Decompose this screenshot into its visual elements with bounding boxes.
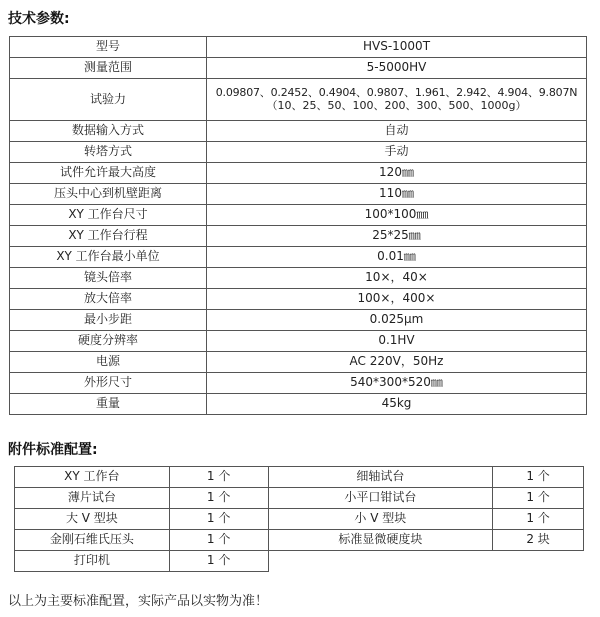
table-row — [10, 352, 587, 373]
table-row — [10, 247, 587, 268]
table-row — [10, 310, 587, 331]
spec-value: 0.01㎜ — [207, 247, 587, 268]
table-row — [10, 37, 587, 58]
spec-label: XY 工作台最小单位 — [10, 247, 207, 268]
spec-label: 数据输入方式 — [10, 121, 207, 142]
spec-label: 最小步距 — [10, 310, 207, 331]
table-row — [10, 163, 587, 184]
accessory-name: 金刚石维氏压头 — [15, 530, 170, 551]
table-row — [10, 331, 587, 352]
spec-label: 测量范围 — [10, 58, 207, 79]
accessory-name: 细轴试台 — [268, 467, 493, 488]
table-row — [10, 121, 587, 142]
spec-value: AC 220V，50Hz — [207, 352, 587, 373]
accessory-name: 薄片试台 — [15, 488, 170, 509]
accessory-name — [268, 551, 493, 572]
accessories-heading: 附件标准配置: — [8, 442, 98, 458]
spec-value: 100×，400× — [207, 289, 587, 310]
accessory-name: 小平口钳试台 — [268, 488, 493, 509]
spec-label: XY 工作台尺寸 — [10, 205, 207, 226]
table-row — [10, 289, 587, 310]
footnote: 以上为主要标准配置，实际产品以实物为准！ — [8, 594, 269, 609]
spec-label: 压头中心到机壁距离 — [10, 184, 207, 205]
table-row — [10, 142, 587, 163]
table-row — [10, 373, 587, 394]
spec-label: 外形尺寸 — [10, 373, 207, 394]
spec-value: 自动 — [207, 121, 587, 142]
spec-value: 0.1HV — [207, 331, 587, 352]
accessory-qty: 1 个 — [169, 551, 268, 572]
spec-label: 试件允许最大高度 — [10, 163, 207, 184]
table-row — [10, 226, 587, 247]
spec-label: 转塔方式 — [10, 142, 207, 163]
tech-params-heading: 技术参数: — [8, 11, 70, 27]
table-row — [10, 205, 587, 226]
spec-label: 镜头倍率 — [10, 268, 207, 289]
spec-value-line: 0.09807、0.2452、0.4904、0.9807、1.961、2.942、4.904、9.807N — [215, 85, 578, 99]
spec-value: 110㎜ — [207, 184, 587, 205]
spec-label: 硬度分辨率 — [10, 331, 207, 352]
table-row — [10, 58, 587, 79]
accessory-name: XY 工作台 — [15, 467, 170, 488]
table-row — [15, 488, 584, 509]
spec-label: 放大倍率 — [10, 289, 207, 310]
spec-value: HVS-1000T — [207, 37, 587, 58]
accessory-qty: 1 个 — [169, 530, 268, 551]
accessory-qty: 1 个 — [169, 509, 268, 530]
spec-label: 电源 — [10, 352, 207, 373]
spec-label: 型号 — [10, 37, 207, 58]
spec-value: 10×，40× — [207, 268, 587, 289]
spec-value: 540*300*520㎜ — [207, 373, 587, 394]
accessory-name: 大 V 型块 — [15, 509, 170, 530]
accessory-qty: 2 块 — [493, 530, 584, 551]
spec-value: 0.025μm — [207, 310, 587, 331]
table-row — [10, 79, 587, 121]
accessory-qty: 1 个 — [493, 488, 584, 509]
spec-label: 重量 — [10, 394, 207, 415]
spec-value: 45kg — [207, 394, 587, 415]
table-row — [10, 184, 587, 205]
spec-value: 25*25㎜ — [207, 226, 587, 247]
table-row — [10, 394, 587, 415]
table-row — [15, 509, 584, 530]
spec-value — [207, 79, 587, 121]
spec-value: 手动 — [207, 142, 587, 163]
spec-value: 120㎜ — [207, 163, 587, 184]
accessory-qty: 1 个 — [493, 467, 584, 488]
spec-value-line: （10、25、50、100、200、300、500、1000g） — [266, 98, 527, 112]
table-row — [15, 530, 584, 551]
accessory-qty: 1 个 — [169, 467, 268, 488]
spec-value: 5-5000HV — [207, 58, 587, 79]
accessories-table — [14, 466, 584, 572]
spec-table — [9, 36, 587, 415]
accessory-qty — [493, 551, 584, 572]
accessory-qty: 1 个 — [169, 488, 268, 509]
spec-value: 100*100㎜ — [207, 205, 587, 226]
accessory-name: 标准显微硬度块 — [268, 530, 493, 551]
spec-label: 试验力 — [10, 79, 207, 121]
table-row — [10, 268, 587, 289]
table-row — [15, 551, 584, 572]
accessory-qty: 1 个 — [493, 509, 584, 530]
table-row — [15, 467, 584, 488]
accessory-name: 打印机 — [15, 551, 170, 572]
spec-label: XY 工作台行程 — [10, 226, 207, 247]
accessory-name: 小 V 型块 — [268, 509, 493, 530]
